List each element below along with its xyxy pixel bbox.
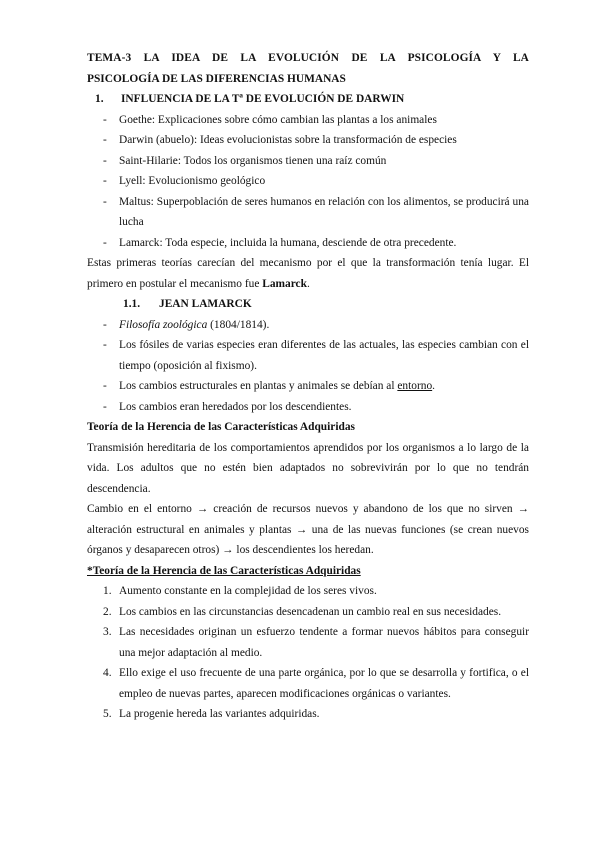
list-item: 5. La progenie hereda las variantes adquiridas. (103, 708, 320, 720)
section1-heading (87, 89, 529, 110)
list-item: - Darwin (abuelo): Ideas evolucionistas sobre la transformación de especies (103, 134, 457, 146)
list-item: 2. Los cambios en las circunstancias desencadenan un cambio real en sus necesidades. (103, 605, 502, 618)
document-content (87, 48, 529, 725)
doc-title-line2: PSICOLOGÍA DE LAS DIFERENCIAS HUMANAS (87, 72, 346, 85)
list-item: - Los cambios estructurales en plantas y animales se debían al entorno. (103, 380, 436, 392)
section1-list (87, 110, 529, 254)
list-item: - Filosofía zoológica (1804/1814). (103, 318, 270, 331)
section1-title: INFLUENCIA DE LA Tª DE EVOLUCIÓN DE DARWIN (121, 93, 405, 105)
section1-1-heading (123, 294, 529, 315)
list-item: - Lamarck: Toda especie, incluida la humana, desciende de otra precedente. (103, 236, 457, 249)
theory-paragraph-2: Cambio en el entorno → creación de recursos nuevos y abandono de los que no sirven → alteración estructural en animales y plantas → una de las nuevas funciones (se crean nuevos órganos y desaparecen otros) → los descendientes los heredan. (87, 503, 529, 556)
section1-1-number: 1.1. (123, 298, 141, 310)
list-item: - Saint-Hilarie: Todos los organismos tienen una raíz común (103, 154, 387, 167)
list-item: - Los fósiles de varias especies eran diferentes de las actuales, las especies cambian con el tiempo (oposición al fixismo). (103, 339, 529, 372)
section1-1-title: JEAN LAMARCK (159, 298, 252, 310)
list-item: 3. Las necesidades originan un esfuerzo tendente a formar nuevos hábitos para conseguir una mejor adaptación al medio. (103, 626, 529, 659)
doc-title-line1: TEMA-3 LA IDEA DE LA EVOLUCIÓN DE LA PSICOLOGÍA Y LA (87, 52, 529, 64)
lamarck-list (87, 315, 529, 418)
list-item: - Maltus: Superpoblación de seres humanos en relación con los alimentos, se producirá una lucha (103, 195, 529, 228)
section1-number: 1. (95, 93, 104, 105)
section1-paragraph: Estas primeras teorías carecían del mecanismo por el que la transformación tenía lugar. El primero en postular el mecanismo fue Lamarck. (87, 257, 529, 290)
list-item: 1. Aumento constante en la complejidad de los seres vivos. (103, 585, 377, 597)
theory-heading: Teoría de la Herencia de las Características Adquiridas (87, 421, 355, 433)
list-item: - Lyell: Evolucionismo geológico (103, 175, 266, 187)
list-item: 4. Ello exige el uso frecuente de una parte orgánica, por lo que se desarrolla y fortifica, o el empleo de nuevas partes, aparecen modificaciones orgánicas o variantes. (103, 667, 529, 700)
theory-paragraph-1: Transmisión hereditaria de los comportamientos aprendidos por los organismos a lo largo de la vida. Los adultos que no estén bien adaptados no sobrevivirán por lo que no tendrán descendencia. (87, 441, 529, 495)
theory2-heading: *Teoría de la Herencia de las Características Adquiridas (87, 564, 361, 577)
list-item: - Goethe: Explicaciones sobre cómo cambian las plantas a los animales (103, 113, 437, 126)
list-item: - Los cambios eran heredados por los descendientes. (103, 400, 352, 413)
theory2-list (87, 581, 529, 725)
